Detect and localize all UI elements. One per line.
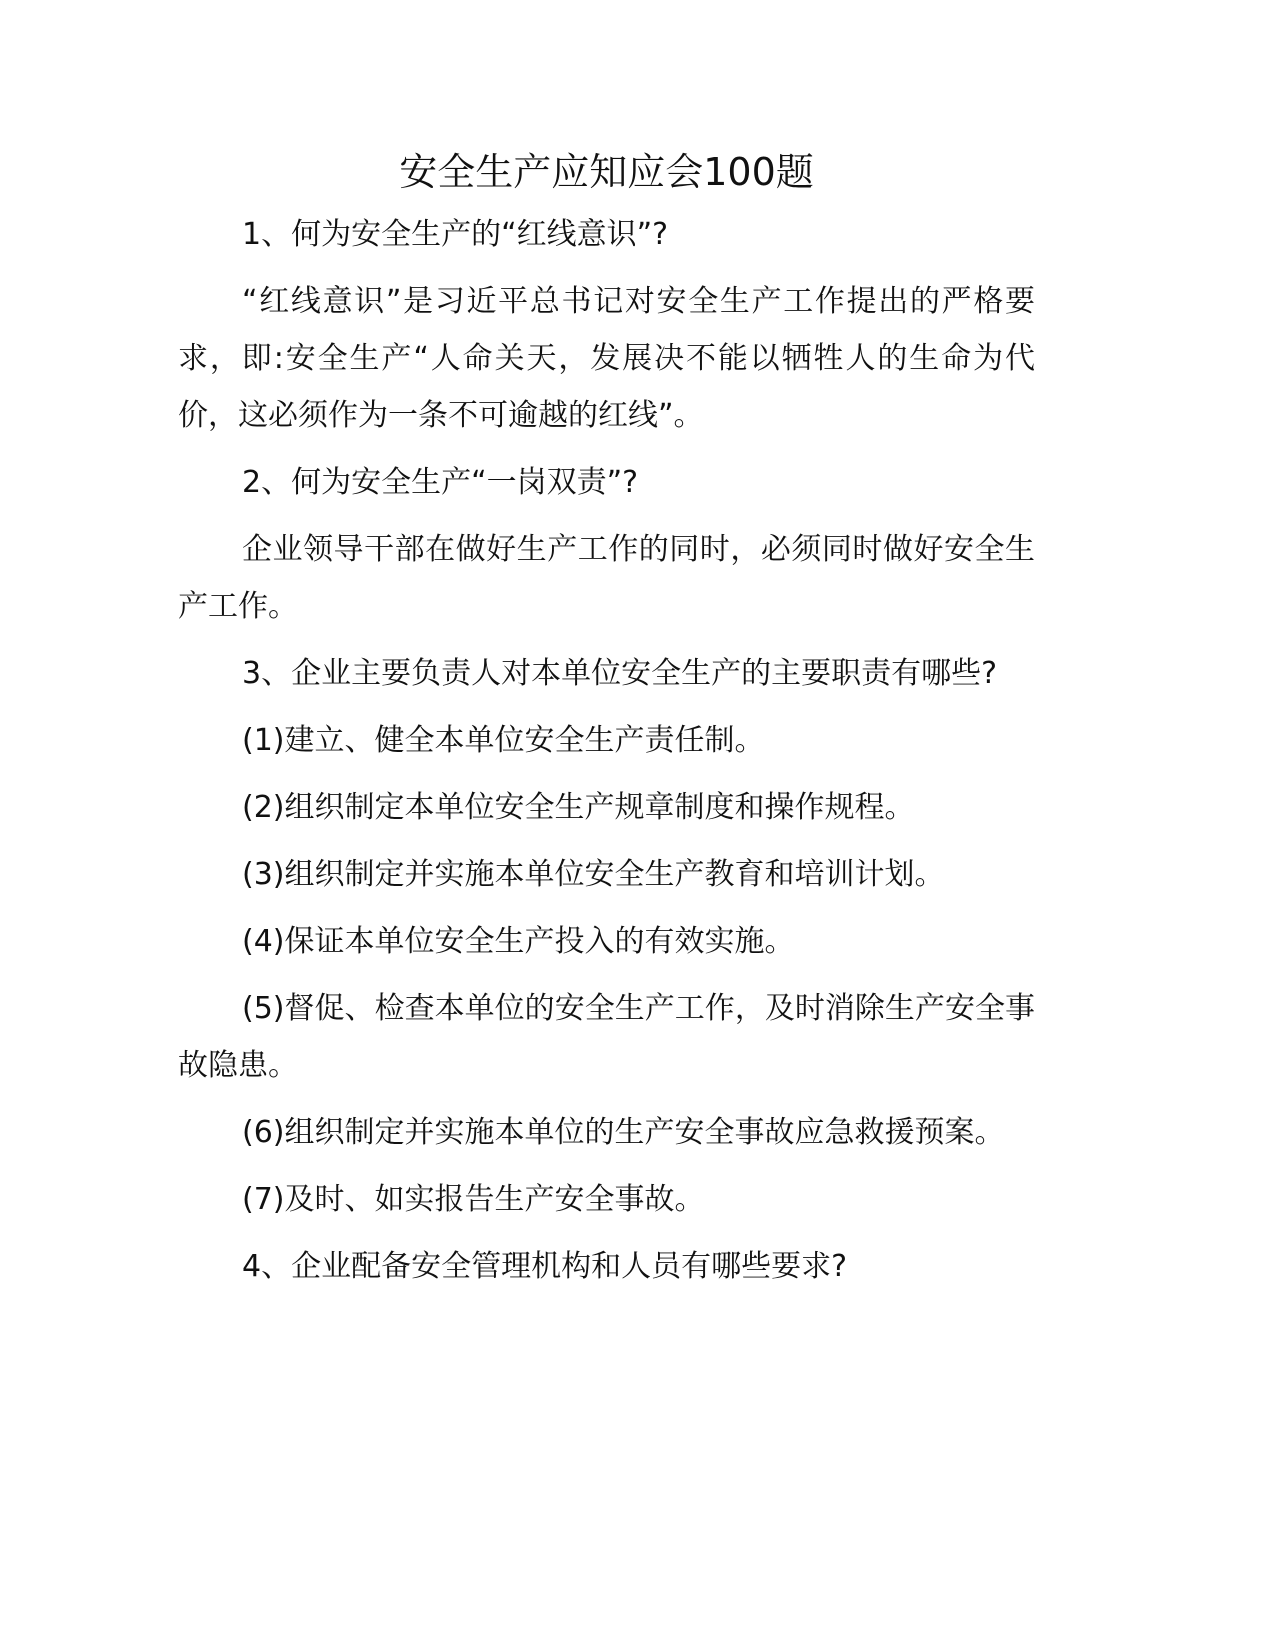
question-4: 4、企业配备安全管理机构和人员有哪些要求? [242,1249,848,1284]
answer-3-item-5: (5)督促、检查本单位的安全生产工作，及时消除生产安全事故隐患。 [178,991,1035,1083]
question-1: 1、何为安全生产的“红线意识”? [242,217,669,252]
answer-3-item-2: (2)组织制定本单位安全生产规章制度和操作规程。 [242,790,915,825]
answer-1: “红线意识”是习近平总书记对安全生产工作提出的严格要求，即:安全生产“人命关天，发展决不能以牺牲人的生命为代价，这必须作为一条不可逾越的红线”。 [178,284,1035,433]
answer-3-item-4: (4)保证本单位安全生产投入的有效实施。 [242,924,795,959]
answer-3-item-6: (6)组织制定并实施本单位的生产安全事故应急救援预案。 [242,1115,1005,1150]
answer-3-item-3: (3)组织制定并实施本单位安全生产教育和培训计划。 [242,857,945,892]
question-2: 2、何为安全生产“一岗双责”? [242,465,639,500]
answer-3-item-7: (7)及时、如实报告生产安全事故。 [242,1182,705,1217]
document-page [178,140,1035,1305]
document-title: 安全生产应知应会100题 [399,150,814,194]
question-3: 3、企业主要负责人对本单位安全生产的主要职责有哪些? [242,656,998,691]
answer-2: 企业领导干部在做好生产工作的同时，必须同时做好安全生产工作。 [178,532,1035,624]
answer-3-item-1: (1)建立、健全本单位安全生产责任制。 [242,723,765,758]
